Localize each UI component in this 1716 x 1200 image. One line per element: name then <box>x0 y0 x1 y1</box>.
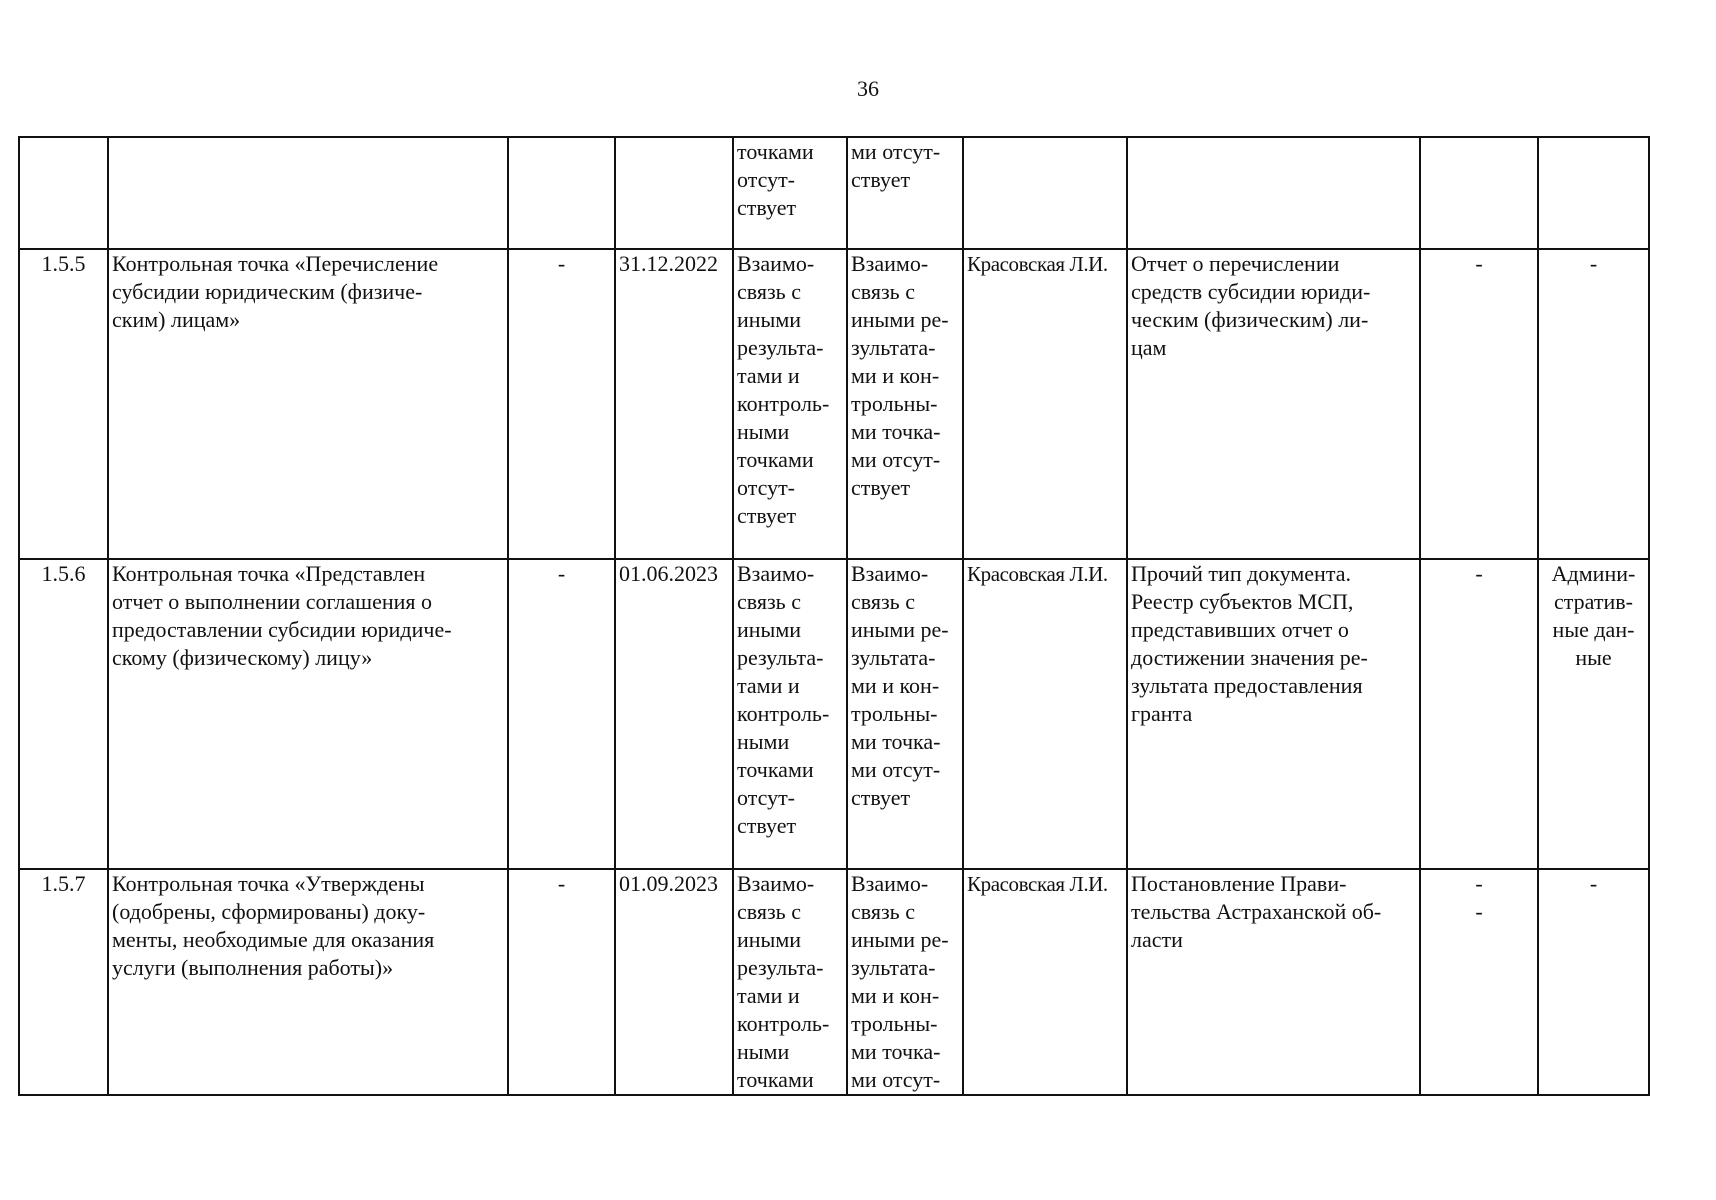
cell-date: 01.09.2023 <box>615 869 733 1095</box>
cell-date: 31.12.2022 <box>615 249 733 559</box>
cell-col9: - <box>1420 559 1538 869</box>
table-row <box>19 869 1649 1095</box>
table-row <box>19 559 1649 869</box>
cell-responsible: Красовская Л.И. <box>963 869 1127 1095</box>
cell-num: 1.5.5 <box>19 249 108 559</box>
cell-col10 <box>1538 137 1649 249</box>
cell-col3: - <box>508 559 615 869</box>
cell-relation-points: Взаимо- связь с иными ре- зультата- ми и кон- трольны- ми точка- ми отсут- ствует <box>847 249 963 559</box>
cell-col10: - <box>1538 869 1649 1095</box>
cell-name: Контрольная точка «Представлен отчет о выполнении соглашения о предоставлении субсидии юридиче- скому (физическому) лицу» <box>108 559 508 869</box>
cell-relation-points: ми отсут- ствует <box>847 137 963 249</box>
cell-col3 <box>508 137 615 249</box>
cell-relation-results: Взаимо- связь с иными результа- тами и контроль- ными точками <box>733 869 847 1095</box>
cell-responsible: Красовская Л.И. <box>963 559 1127 869</box>
cell-date <box>615 137 733 249</box>
page-number: 36 <box>857 76 879 101</box>
table-row-continuation <box>19 137 1649 249</box>
cell-col9 <box>1420 137 1538 249</box>
cell-date: 01.06.2023 <box>615 559 733 869</box>
cell-name <box>108 137 508 249</box>
cell-responsible <box>963 137 1127 249</box>
cell-document: Прочий тип документа. Реестр субъектов МСП, представивших отчет о достижении значения ре- зультата предоставления гранта <box>1127 559 1420 869</box>
cell-num: 1.5.6 <box>19 559 108 869</box>
cell-col10: - <box>1538 249 1649 559</box>
cell-col9: - <box>1420 249 1538 559</box>
table-row <box>19 249 1649 559</box>
cell-col3: - <box>508 249 615 559</box>
cell-col9: - - <box>1420 869 1538 1095</box>
cell-num <box>19 137 108 249</box>
cell-num: 1.5.7 <box>19 869 108 1095</box>
cell-relation-points: Взаимо- связь с иными ре- зультата- ми и кон- трольны- ми точка- ми отсут- <box>847 869 963 1095</box>
cell-name: Контрольная точка «Перечисление субсидии юридическим (физиче- ским) лицам» <box>108 249 508 559</box>
cell-responsible: Красовская Л.И. <box>963 249 1127 559</box>
cell-name: Контрольная точка «Утверждены (одобрены, сформированы) доку- менты, необходимые для оказания услуги (выполнения работы)» <box>108 869 508 1095</box>
cell-relation-results: Взаимо- связь с иными результа- тами и контроль- ными точками отсут- ствует <box>733 249 847 559</box>
cell-document: Отчет о перечислении средств субсидии юриди- ческим (физическим) ли- цам <box>1127 249 1420 559</box>
cell-relation-results: Взаимо- связь с иными результа- тами и контроль- ными точками отсут- ствует <box>733 559 847 869</box>
control-points-table <box>18 136 1650 1096</box>
cell-col10: Админи- стратив- ные дан- ные <box>1538 559 1649 869</box>
cell-document <box>1127 137 1420 249</box>
cell-relation-results: точками отсут- ствует <box>733 137 847 249</box>
cell-col3: - <box>508 869 615 1095</box>
cell-document: Постановление Прави- тельства Астраханской об- ласти <box>1127 869 1420 1095</box>
cell-relation-points: Взаимо- связь с иными ре- зультата- ми и кон- трольны- ми точка- ми отсут- ствует <box>847 559 963 869</box>
